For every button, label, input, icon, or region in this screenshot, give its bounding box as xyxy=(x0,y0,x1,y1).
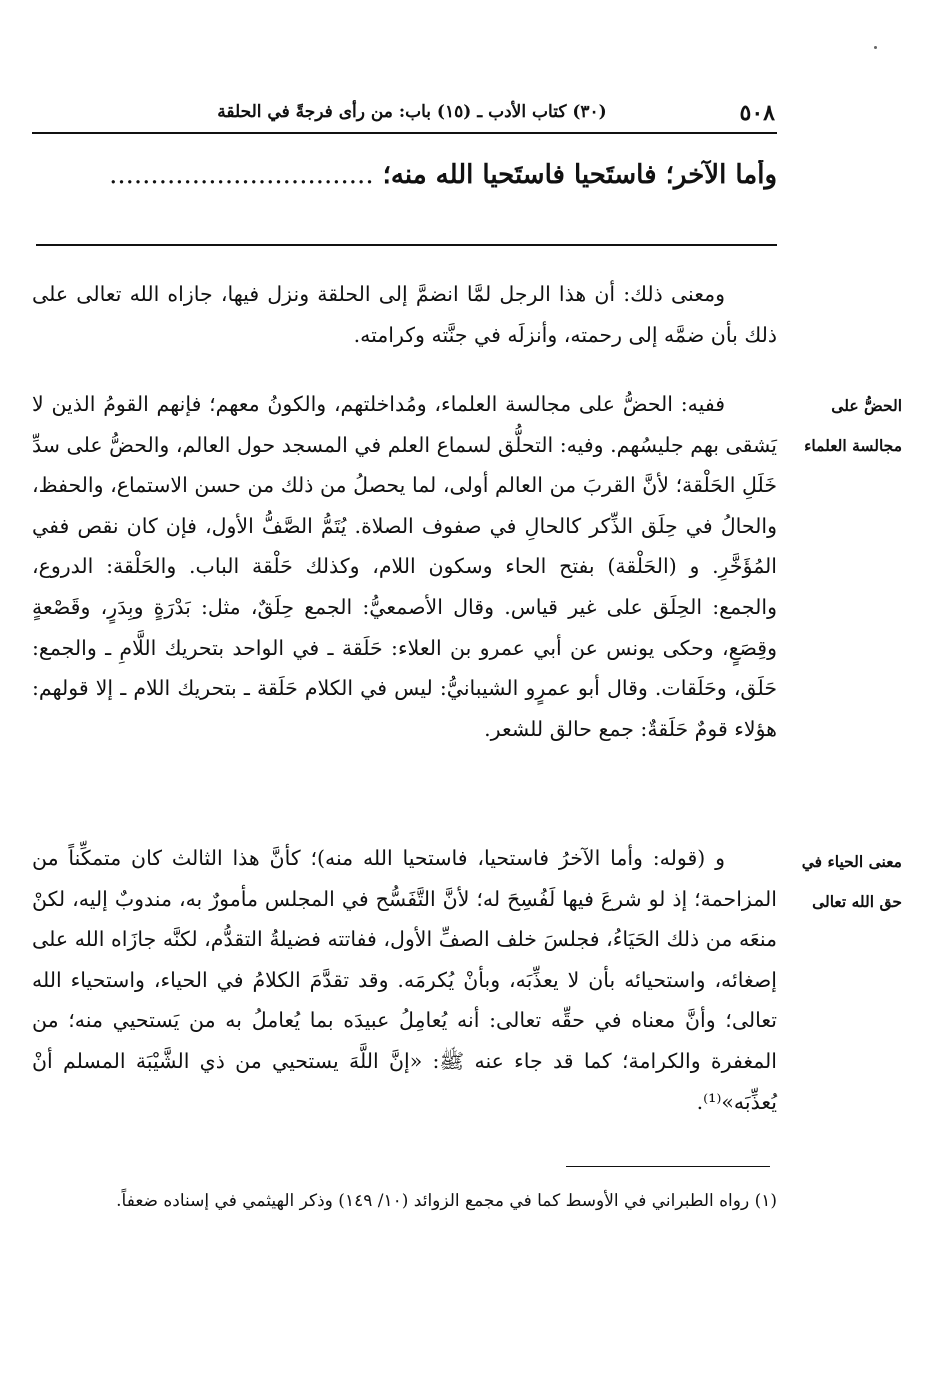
paragraph-text: ومعنى ذلك: أن هذا الرجل لمَّا انضمَّ إلى الحلقة ونزل فيها، جازاه الله تعالى على ذلك بأن ضمَّه إلى رحمته، وأنزلَه في جنَّته وكرامته. xyxy=(32,282,777,347)
margin-note: معنى الحياء في حق الله تعالى xyxy=(801,852,902,911)
footnote-separator-rule xyxy=(566,1166,770,1167)
ellipsis-dots: ................................ xyxy=(109,160,374,190)
margin-note: الحضُّ على مجالسة العلماء xyxy=(804,396,902,455)
running-head: (٣٠) كتاب الأدب ـ (١٥) باب: من رأى فرجةً في الحلقة xyxy=(217,102,607,122)
hadith-excerpt xyxy=(32,160,777,200)
page-number: ٥٠٨ xyxy=(739,100,775,126)
paragraph-text: ففيه: الحضُّ على مجالسة العلماء، ومُداخلتهم، والكونُ معهم؛ فإنهم القومُ الذين لا يَشقى بهم جليسُهم. وفيه: التحلُّق لسماع العلم في المسجد حول العالم، والحضُّ على سدِّ خَلَلِ الحَلْقة؛ لأنَّ القربَ من العالم أولى، لما يحصلُ من ذلك من حسن الاستماع، والحفظ، والحالُ في حِلَق الذِّكر كالحالِ في صفوف الصلاة. يُتَمُّ الصَّفُّ الأول، فإن كان نقص ففي المُؤَخَّرِ. و (الحَلْقة) بفتح الحاء وسكون اللام، وكذلك حَلْقة الباب. والحَلْقة: الدروع، والجمع: الحِلَق على غير قياس. وقال الأصمعيُّ: الجمع حِلَقٌ، مثل: بَدْرَةٍ وبِدَرٍ، وقَصْعةٍ وقِصَعٍ، وحكى يونس عن أبي عمرو بن العلاء: حَلَقة ـ في الواحد بتحريك اللَّامِ ـ والجمع: حَلَق، وحَلَقات. وقال أبو عمرٍو الشيبانيُّ: ليس في الكلام حَلَقة ـ بتحريك اللام ـ إلا قولهم: هؤلاء قومٌ حَلَقةٌ: جمع حالق للشعر. xyxy=(32,392,777,741)
paragraph-text: و (قوله: وأما الآخرُ فاستحيا، فاستحيا الله منه)؛ كأنَّ هذا الثالث كان متمكِّناً من المزاحمة؛ إذ لو شرعَ فيها لَفُسِحَ له؛ لأنَّ التَّفَسُّح في المجلس مأمورٌ به، مندوبٌ إليه، لكنْ منعَه من ذلك الحَيَاءُ، فجلسَ خلف الصفِّ الأول، ففاتته فضيلةُ التقدُّم، لكنَّه جازَاه الله على إصغائه، واستحيائه بأن لا يعذِّبَه، وبأنْ يُكرمَه. وقد تقدَّمَ الكلامُ في الحياء، واستحياء الله تعالى؛ وأنَّ معناه في حقِّه تعالى: أنه يُعامِلُ عبيدَه بما يُعاملُ به من يَستحيي منه؛ من المغفرة والكرامة؛ كما قد جاء عنه ﷺ: «إنَّ اللَّهَ يستحيي من ذي الشَّيْبَة المسلم أنْ يُعذِّبَه»⁽¹⁾. xyxy=(32,846,777,1114)
commentary-paragraph xyxy=(32,838,777,1138)
hadith-separator-rule xyxy=(36,244,777,246)
scan-speck xyxy=(874,46,877,49)
page-header xyxy=(32,96,777,134)
hadith-text: وأما الآخر؛ فاستَحيا فاستَحيا الله منه؛ xyxy=(382,160,777,190)
commentary-paragraph xyxy=(32,384,777,820)
commentary-paragraph xyxy=(32,274,777,358)
footnote: (١) رواه الطبراني في الأوسط كما في مجمع الزوائد (١٠/ ١٤٩) وذكر الهيثمي في إسناده ضعفاً. xyxy=(116,1191,777,1211)
